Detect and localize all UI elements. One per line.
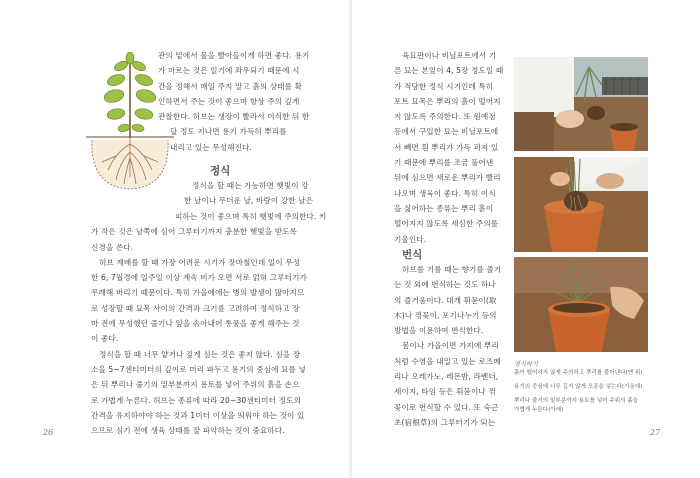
heading-planting: 정식 <box>210 165 231 177</box>
caption-line: 뿌리나 줄기의 밑부분까지 용토를 넣어 주위의 흙을 <box>514 398 639 404</box>
text-line: 방법을 이용하여 번식한다. <box>394 326 484 336</box>
text-line: 허브를 기를 때는 향기를 즐기 <box>402 265 502 274</box>
text-line: 가 마르는 것은 일기에 좌우되기 때문에 시 <box>158 66 300 76</box>
text-line: 간을 정해서 매일 주지 말고 흙의 상태를 확 <box>158 81 302 91</box>
text-line: 을 싫어하는 종류는 뿌리 흙이 <box>394 203 494 213</box>
text-line: 관의 밑에서 물을 빨아들이게 하면 좋다. 용기 <box>158 51 310 60</box>
caption-title: 정식하기 <box>514 361 538 368</box>
text-line: 로 가볍게 누른다. 허브는 종류에 따라 20~30센티미터 정도의 <box>91 395 301 405</box>
page-number-left: 26 <box>43 428 54 437</box>
text-line: 리나 오레가노, 레몬밤, 라벤더, <box>394 372 499 382</box>
text-line: 으므로 심기 전에 생육 상태를 잘 파악하는 것이 중요하다. <box>91 426 285 436</box>
text-line: 관찰한다. 허브는 생장이 빨라서 이식한 뒤 한 <box>158 112 310 122</box>
heading-propagation: 번식 <box>402 249 423 261</box>
photo-placing-seedling <box>514 157 648 252</box>
caption-line: 용기의 중심에 너무 깊지 않게 모종을 넣는다(가운데) <box>514 384 643 390</box>
text-line: 한 6, 7월경에 일주일 이상 계속 비가 오면 서로 얽혀 그루터기가 <box>91 273 307 283</box>
left-top-paragraph <box>158 48 309 155</box>
text-line: 마 전에 무성했던 줄기나 잎을 솎아내어 통풍을 좋게 해주는 것 <box>91 319 300 329</box>
right-top-paragraph <box>394 48 503 247</box>
text-line: 木)나 꺾꽂이, 포기나누기 등의 <box>394 310 497 320</box>
text-line: 한 날이나 무더운 날, 바람이 강한 날은 <box>184 196 314 206</box>
text-line: 로 성장할 때 묘목 사이의 간격과 크기를 고려하여 정식하고 장 <box>91 303 300 313</box>
text-line: 이 좋다. <box>91 334 119 344</box>
text-line: 간격을 유지하야야 하는 것과 1미터 이상을 띄워야 하는 것이 있 <box>91 410 305 420</box>
text-line: 육묘판이나 비닐포트에서 기 <box>402 51 497 60</box>
text-line: 정식을 할 때는 가능하면 햇빛이 강 <box>192 181 309 190</box>
photo-loosening-roots <box>514 57 648 151</box>
text-line: 초(宿根草)의 그루터기가 되는 <box>394 417 496 427</box>
text-line: 뒤에 심으면 새로운 뿌리가 빨리 <box>394 173 501 183</box>
text-line: 른 묘는 본잎이 4, 5장 정도일 때 <box>394 66 504 76</box>
left-planting-paragraph-a <box>184 178 313 209</box>
page-fold <box>349 0 352 478</box>
caption-line: 가볍게 누른다(아래) <box>514 407 564 413</box>
caption-line: 흙이 떨어지지 않게 주의하고 뿌리를 풀어낸다(맨 위) <box>514 370 643 376</box>
text-line: 기 때문에 뿌리를 조금 풀어낸 <box>394 158 494 168</box>
text-line: 등에서 구입한 묘는 비닐포트에 <box>394 127 499 137</box>
text-line: 꽂이로 번식할 수 있다. 또 숙근 <box>394 402 499 412</box>
text-line: 지 않도록 주의한다. 또 원예점 <box>394 112 496 122</box>
text-line: 인하면서 주는 것이 좋으며 항상 주의 깊게 <box>158 96 300 106</box>
photo-firming-soil <box>514 257 648 352</box>
text-line: 피하는 것이 좋으며 특히 햇빛에 주의한다. 키 <box>175 212 327 221</box>
text-line: 떨어지지 않도록 세심한 주의를 <box>394 219 499 229</box>
text-line: 은 뒤 뿌리나 줄기의 밑부분까지 용토를 넣어 주위의 흙을 손으 <box>91 380 300 390</box>
text-line: 서 빼면 흰 뿌리가 가득 퍼져 있 <box>394 142 499 152</box>
text-line: 봄이나 가을이면 가지에 뿌리 <box>402 341 499 351</box>
text-line: 정식을 할 때 너무 얕거나 깊게 심는 것은 좋지 않다. 심을 장 <box>99 349 301 359</box>
text-line: 무례해 버리기 때문이다. 특히 가을에에는 병의 발생이 많아지므 <box>91 288 305 298</box>
page-number-right: 27 <box>650 428 661 437</box>
text-line: 나오며 생육이 좋다. 특히 이식 <box>394 188 496 198</box>
text-line: 포트 묘목은 뿌리의 흙이 떨어지 <box>394 96 501 106</box>
text-line: 가 적당한 정식 시기인데 특히 <box>394 81 494 91</box>
text-line: 달 정도 지나면 용기 가득히 뿌리를 <box>170 127 287 137</box>
text-line: 는 것 외에 번식하는 것도 하나 <box>394 280 496 290</box>
left-planting-paragraph-b <box>91 209 326 438</box>
text-line: 세이지, 타임 등은 휘묻이나 꺾 <box>394 387 496 397</box>
text-line: 가 작은 것은 남쪽에 심어 그루터기까지 충분한 햇빛을 받도록 <box>91 227 297 237</box>
text-line: 의 즐거움이다. 대개 휘묻이(取 <box>394 295 497 305</box>
text-line: 처럼 수염을 내밀고 있는 로즈메 <box>394 356 501 366</box>
text-line: 소을 5~7센티미터의 깊이로 미리 파두고 용기의 중심에 묘를 넣 <box>91 364 306 374</box>
text-line: 허브 재배를 할 때 가장 어려운 시기가 장마철인데 일이 무성 <box>99 257 301 267</box>
text-line: 기울인다. <box>394 234 427 244</box>
text-line: 내리고 있는 무성해진다. <box>170 142 252 152</box>
text-line: 신경을 쓴다. <box>91 242 134 252</box>
right-propagation-paragraph <box>394 262 501 430</box>
